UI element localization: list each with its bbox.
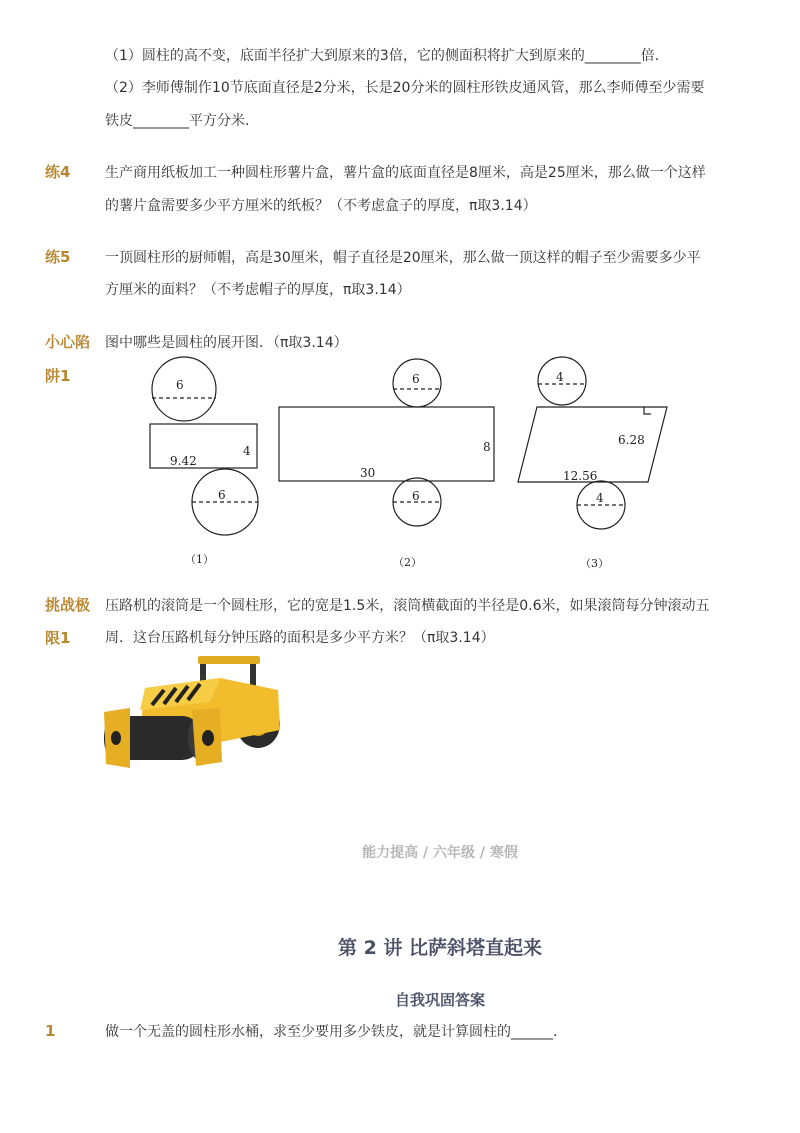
net-1-height-label: 4 — [243, 444, 251, 458]
net-3-width-label: 12.56 — [563, 469, 598, 483]
practice-4-line-1: 生产商用纸板加工一种圆柱形薯片盒，薯片盒的底面直径是8厘米，高是25厘米，那么做一个这样 — [105, 165, 706, 181]
lecture-title: 第 2 讲 比萨斜塔直起来 — [337, 937, 543, 959]
practice-4-line-2: 的薯片盒需要多少平方厘米的纸板？（不考虑盒子的厚度，π取3.14） — [105, 198, 537, 214]
question-2-line-1: （2）李师傅制作10节底面直径是2分米，长是20分米的圆柱形铁皮通风管，那么李师傅至少需要 — [105, 80, 705, 96]
net-2-bottom-label: 6 — [412, 489, 420, 503]
net-3-right-angle-mark — [644, 407, 651, 414]
net-2-caption: （2） — [393, 556, 422, 569]
practice-5-line-1: 一顶圆柱形的厨师帽，高是30厘米，帽子直径是20厘米，那么做一顶这样的帽子至少需要多少平 — [105, 250, 701, 266]
net-3-bottom-label: 4 — [596, 491, 604, 505]
net-1-rectangle — [150, 424, 257, 468]
challenge-1-label-line-2: 限1 — [45, 629, 71, 647]
net-3-top-label: 4 — [556, 370, 564, 384]
trap-1-label-line-2: 阱1 — [45, 367, 71, 385]
answers-title: 自我巩固答案 — [394, 991, 485, 1009]
net-3-height-label: 6.28 — [618, 433, 645, 447]
trap-1-text: 图中哪些是圆柱的展开图．（π取3.14） — [105, 335, 348, 351]
net-3-caption: （3） — [580, 557, 609, 570]
net-figure-2 — [279, 359, 494, 569]
practice-5-line-2: 方厘米的面料？（不考虑帽子的厚度，π取3.14） — [105, 282, 411, 298]
net-1-caption: （1） — [185, 553, 214, 566]
net-1-top-circle — [152, 357, 216, 421]
challenge-1-line-1: 压路机的滚筒是一个圆柱形，它的宽是1.5米，滚筒横截面的半径是0.6米，如果滚筒每分钟滚动五 — [105, 598, 710, 614]
trap-1-label-line-1: 小心陷 — [45, 333, 91, 351]
answer-1-text: 做一个无盖的圆柱形水桶，求至少要用多少铁皮，就是计算圆柱的______． — [105, 1024, 567, 1040]
answer-1-number: 1 — [45, 1022, 56, 1040]
net-figure-1 — [150, 357, 258, 566]
net-2-top-label: 6 — [412, 372, 420, 386]
net-figure-3 — [518, 357, 667, 570]
net-1-top-label: 6 — [176, 378, 184, 392]
challenge-1-line-2: 周．这台压路机每分钟压路的面积是多少平方米？（π取3.14） — [105, 630, 495, 646]
net-1-width-label: 9.42 — [170, 454, 197, 468]
practice-4-label: 练4 — [45, 163, 71, 181]
net-2-height-label: 8 — [483, 440, 491, 454]
net-2-width-label: 30 — [360, 466, 376, 480]
challenge-1-label-line-1: 挑战极 — [45, 596, 91, 614]
practice-5-label: 练5 — [45, 248, 71, 266]
net-1-bottom-label: 6 — [218, 488, 226, 502]
question-2-line-2: 铁皮________平方分米． — [105, 113, 259, 129]
question-1: （1）圆柱的高不变，底面半径扩大到原来的3倍，它的侧面积将扩大到原来的________倍． — [105, 48, 669, 64]
road-roller-image — [100, 650, 290, 790]
page-footer: 能力提高 / 六年级 / 寒假 — [362, 845, 518, 861]
net-2-rectangle — [279, 407, 494, 481]
